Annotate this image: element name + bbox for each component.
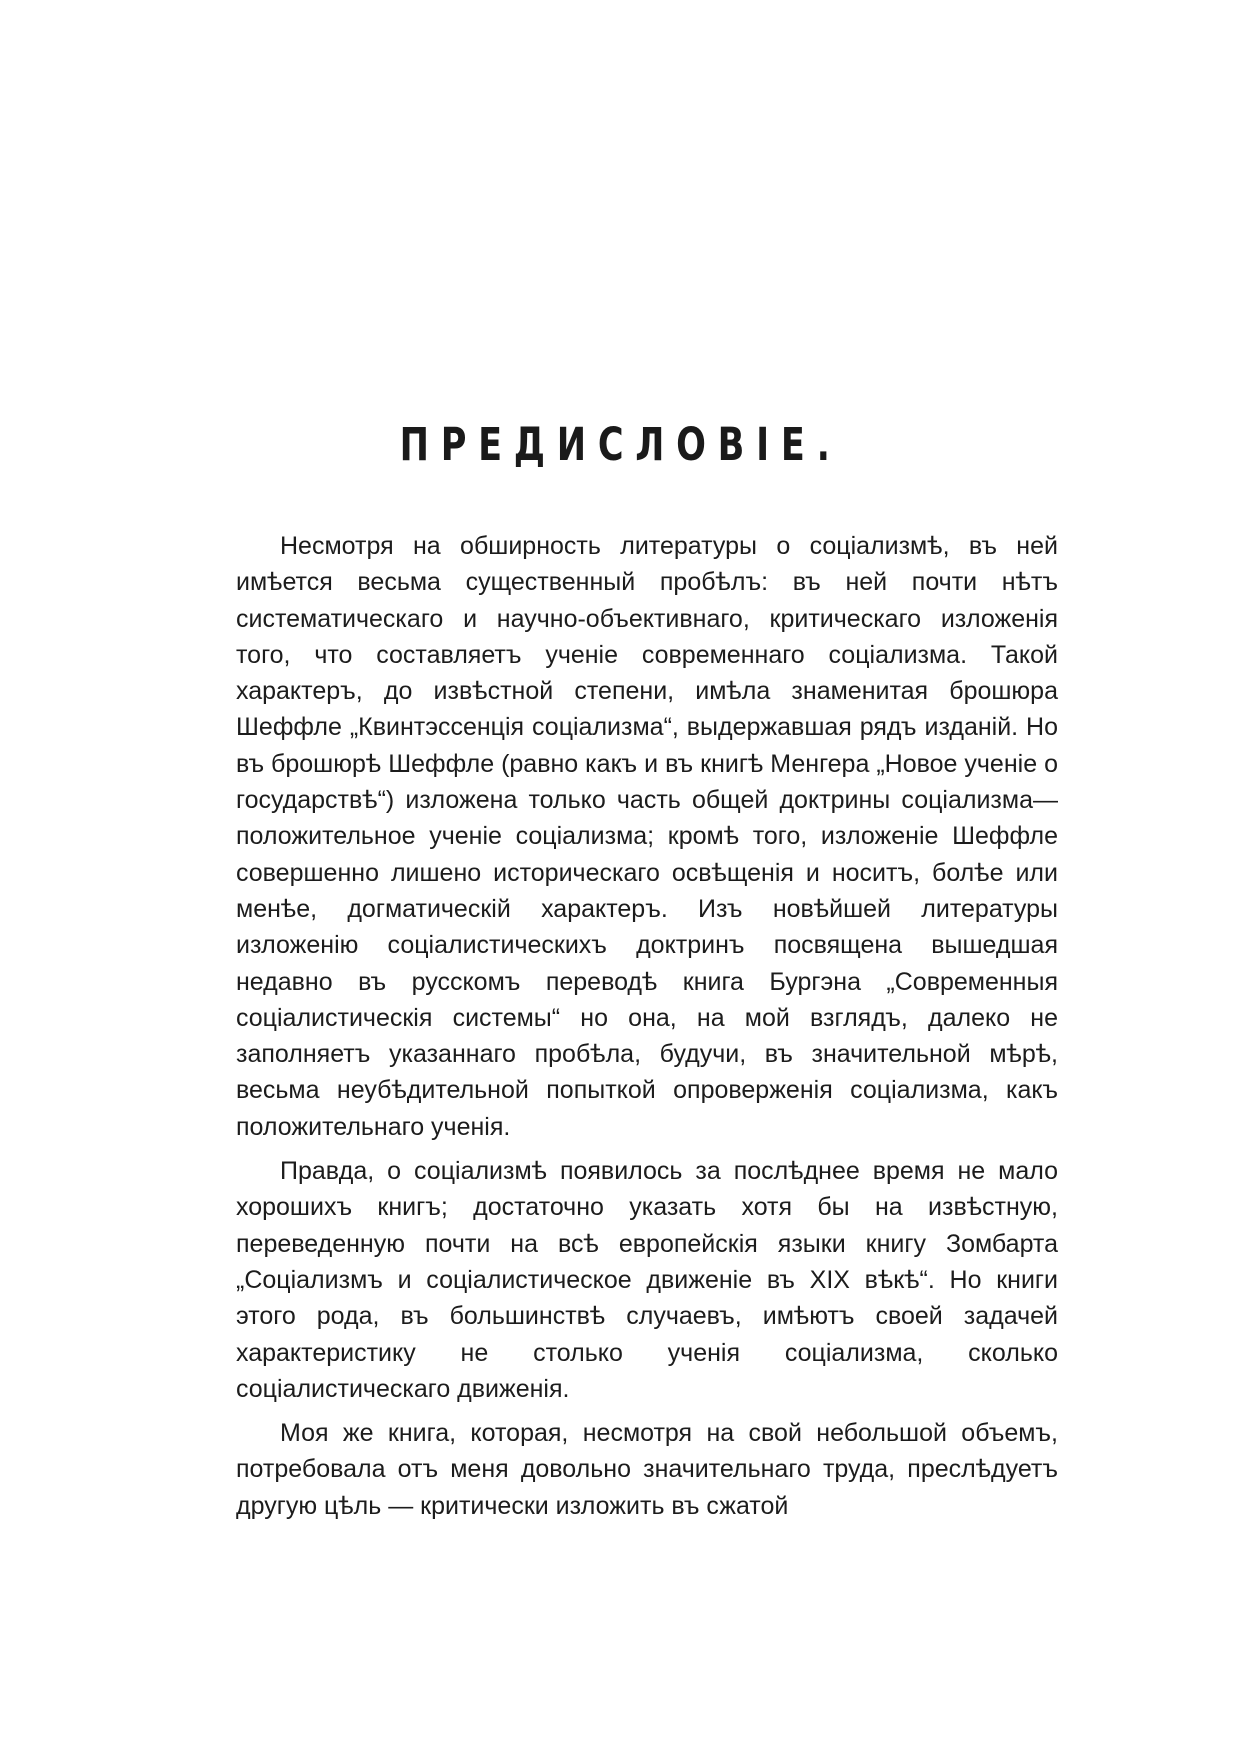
body-text — [236, 528, 1058, 1532]
paragraph-1: Несмотря на обширность литературы о соціализмѣ, въ ней имѣется весьма существенный пробѣлъ: въ ней почти нѣтъ систематическаго и научно-объективнаго, критическаго изложенія того, что составляетъ ученіе современнаго соціализма. Такой характеръ, до извѣстной степени, имѣла знаменитая брошюра Шеффле „Квинтэссенція соціализма“, выдержавшая рядъ изданій. Но въ брошюрѣ Шеффле (равно какъ и въ книгѣ Менгера „Новое ученіе о государствѣ“) изложена только часть общей доктрины соціализма—положительное ученіе соціализма; кромѣ того, изложеніе Шеффле совершенно лишено историческаго освѣщенія и носитъ, болѣе или менѣе, догматическій характеръ. Изъ новѣйшей литературы изложенію соціалистическихъ доктринъ посвящена вышедшая недавно въ русскомъ переводѣ книга Бургэна „Современныя соціалистическія системы“ но она, на мой взглядъ, далеко не заполняетъ указаннаго пробѣла, будучи, въ значительной мѣрѣ, весьма неубѣдительной попыткой опроверженія соціализма, какъ положительнаго ученія. — [236, 532, 1058, 1141]
page-title: ПРЕДИСЛОВІЕ. — [399, 418, 842, 471]
paragraph-3: Моя же книга, которая, несмотря на свой небольшой объемъ, потребовала отъ меня довольно значительнаго труда, преслѣдуетъ другую цѣль — критически изложить въ сжатой — [236, 1419, 1058, 1520]
paragraph-2: Правда, о соціализмѣ появилось за послѣднее время не мало хорошихъ книгъ; достаточно указать хотя бы на извѣстную, переведенную почти на всѣ европейскія языки книгу Зомбарта „Соціализмъ и соціалистическое движеніе въ XIX вѣкѣ“. Но книги этого рода, въ большинствѣ случаевъ, имѣютъ своей задачей характеристику не столько ученія соціализма, сколько соціалистическаго движенія. — [236, 1157, 1058, 1403]
